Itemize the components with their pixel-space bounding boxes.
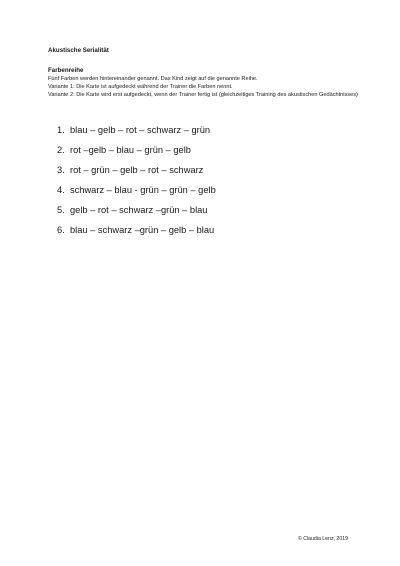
instructions-section (48, 67, 358, 100)
list-item-text: blau – gelb – rot – schwarz – grün (70, 125, 211, 135)
list-item (57, 164, 216, 184)
section-heading: Farbenreihe (48, 67, 84, 74)
list-item-number: 5. (57, 205, 65, 215)
list-item-text: blau – schwarz –grün – gelb – blau (70, 225, 215, 235)
color-sequence-list (57, 124, 216, 244)
list-item-text: gelb – rot – schwarz –grün – blau (70, 205, 208, 215)
list-item-number: 3. (57, 165, 65, 175)
list-item (57, 144, 216, 164)
list-item-text: schwarz – blau - grün – grün – gelb (70, 185, 216, 195)
variant-1-line: Variante 1: Die Karte ist aufgedeckt während der Trainer die Farben nennt. (48, 84, 233, 91)
list-item (57, 224, 216, 244)
list-item-text: rot –gelb – blau – grün – gelb (70, 145, 191, 155)
list-item (57, 204, 216, 224)
list-item-text: rot – grün – gelb – rot – schwarz (70, 165, 204, 175)
variant-2-line: Variante 2: Die Karte wird erst aufgedeckt, wenn der Trainer fertig ist (gleichzeitiges Training des akustischen Gedächtnisses) (48, 92, 358, 99)
list-item-number: 2. (57, 145, 65, 155)
list-item (57, 124, 216, 144)
list-item (57, 184, 216, 204)
list-item-number: 6. (57, 225, 65, 235)
page-title: Akustische Serialität (48, 47, 109, 54)
instruction-line: Fünf Farben werden hintereinander genannt. Das Kind zeigt auf die genannte Reihe. (48, 76, 258, 82)
copyright-footer: © Claudia Lenz, 2019 (298, 536, 348, 542)
list-item-number: 1. (57, 125, 65, 135)
list-item-number: 4. (57, 185, 65, 195)
